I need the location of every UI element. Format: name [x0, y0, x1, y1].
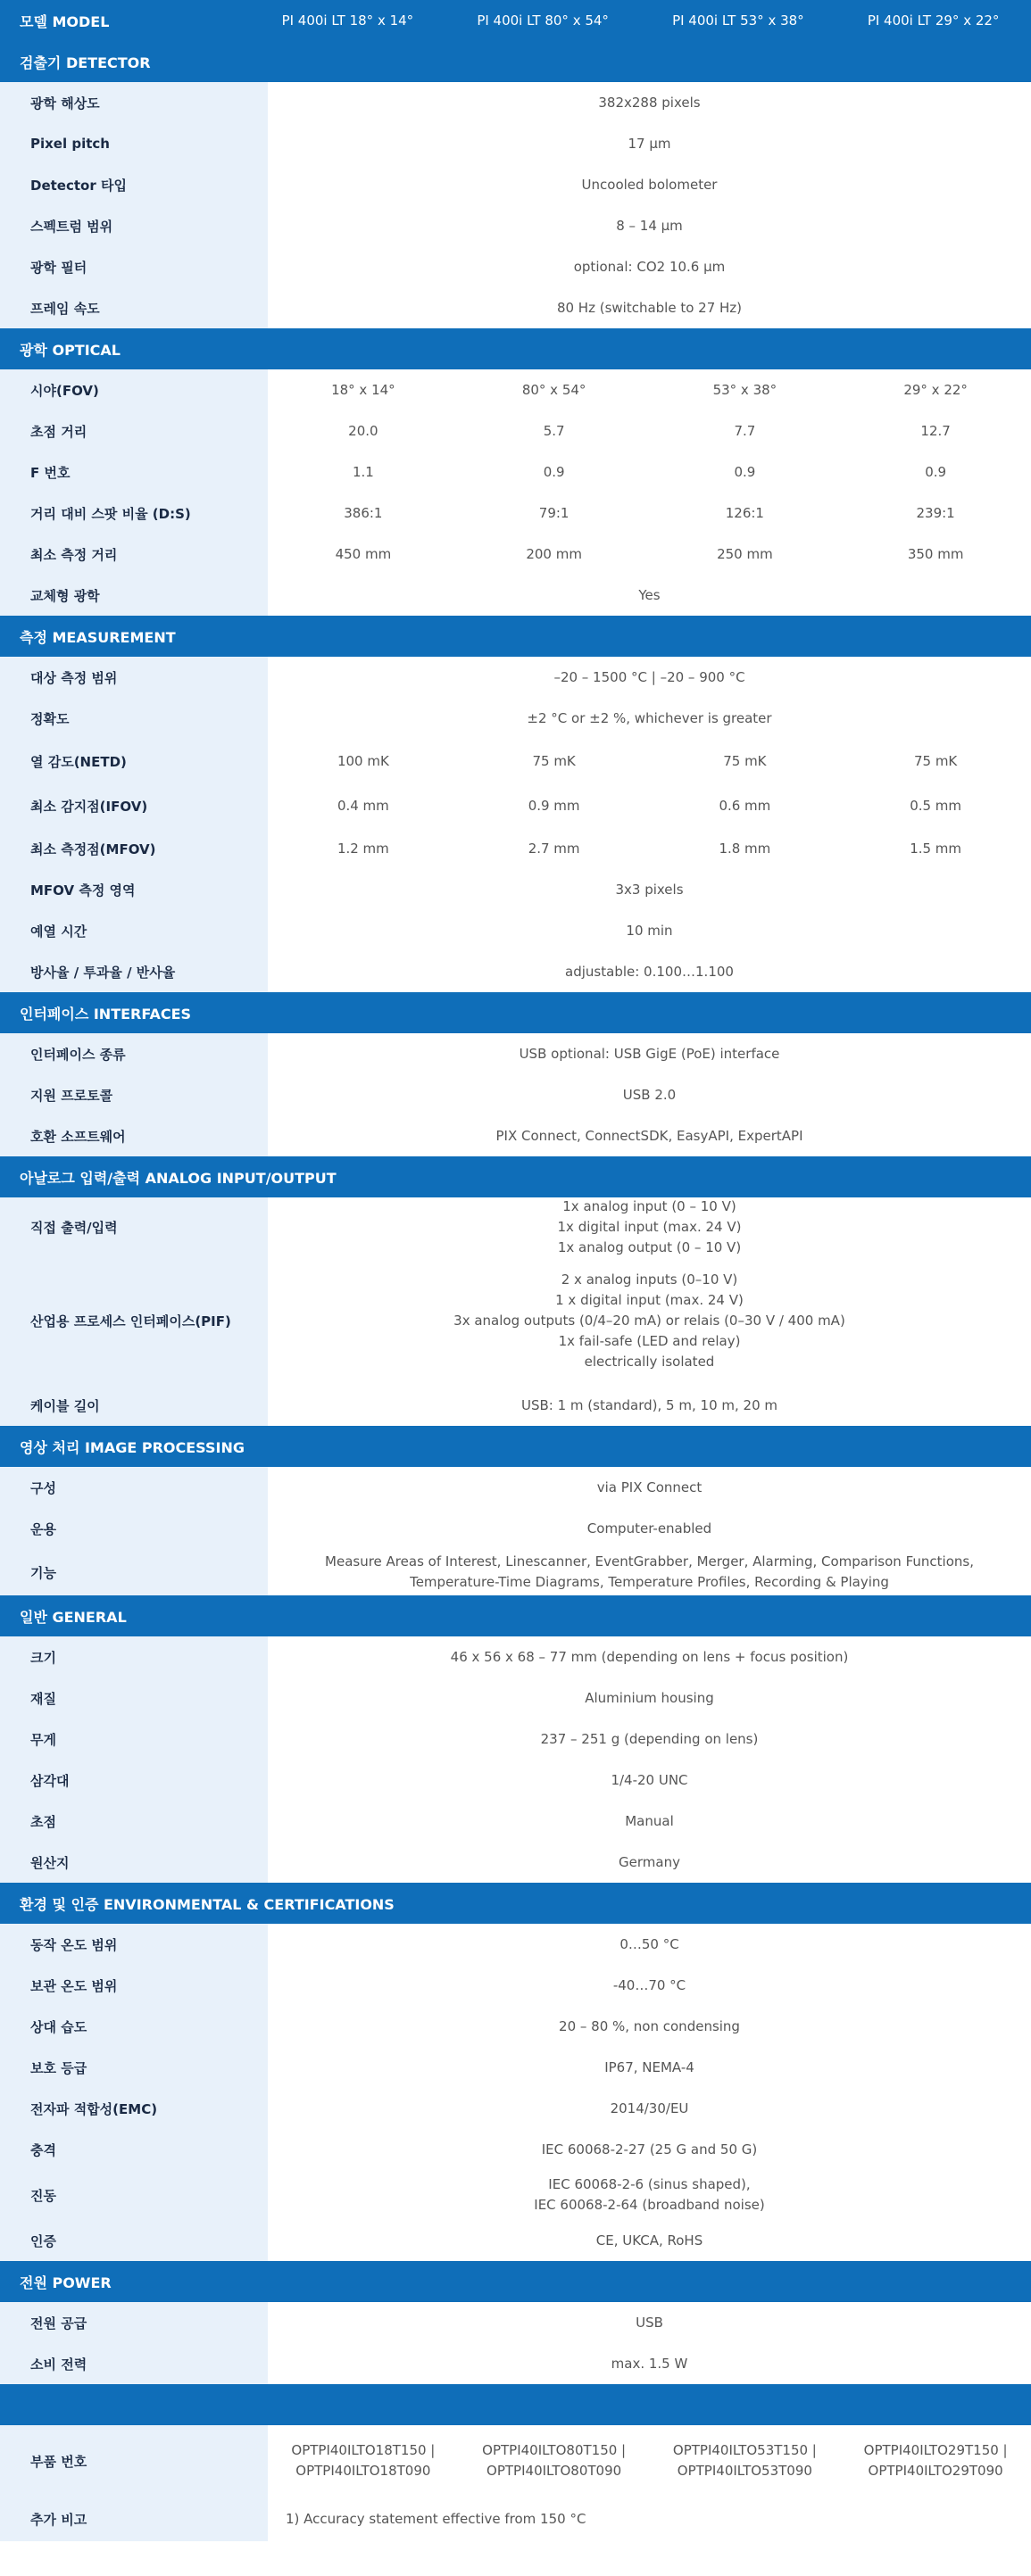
spec-label: 전자파 적합성(EMC) [0, 2088, 268, 2129]
spec-label: 보관 온도 범위 [0, 1965, 268, 2006]
spec-row [0, 783, 1031, 828]
spec-value: USB optional: USB GigE (PoE) interface [519, 1045, 780, 1062]
spec-row [0, 1677, 1031, 1719]
spec-row [0, 493, 1031, 534]
spec-row [0, 1965, 1031, 2006]
spec-row [0, 698, 1031, 739]
spec-label: 방사율 / 투과율 / 반사율 [0, 951, 268, 992]
spec-value-cell [268, 1197, 1031, 1256]
spec-value: 382x288 pixels [598, 94, 701, 111]
spec-row [0, 2425, 1031, 2497]
spec-value: 5.7 [543, 422, 565, 439]
spec-value: 29° x 22° [903, 381, 968, 398]
spec-value-cell [268, 2129, 1031, 2170]
spec-value: IEC 60068-2-6 (sinus shaped), IEC 60068-2-64 (broadband noise) [534, 2176, 765, 2213]
spec-value-cell [268, 828, 1031, 869]
spec-value: OPTPI40ILTO80T150 | OPTPI40ILTO80T090 [482, 2442, 627, 2479]
spec-value: 0…50 °C [619, 1935, 679, 1952]
spec-row [0, 1924, 1031, 1965]
spec-value-cell [268, 1549, 1031, 1595]
spec-value-cell [268, 1636, 1031, 1677]
spec-label: 대상 측정 범위 [0, 657, 268, 698]
spec-value: PIX Connect, ConnectSDK, EasyAPI, ExpertAPI [495, 1127, 803, 1144]
spec-value: 1.2 mm [337, 840, 389, 857]
spec-note: 1) Accuracy statement effective from 150 °C [286, 2510, 586, 2527]
section-header [0, 2384, 1031, 2425]
spec-row [0, 575, 1031, 616]
spec-label: 진동 [0, 2170, 268, 2220]
spec-label: 원산지 [0, 1842, 268, 1883]
spec-row [0, 1385, 1031, 1426]
section-header: 검출기 DETECTOR [0, 41, 1031, 82]
spec-value: 1/4-20 UNC [611, 1771, 688, 1788]
spec-row [0, 246, 1031, 287]
spec-row [0, 1760, 1031, 1801]
spec-value: OPTPI40ILTO18T150 | OPTPI40ILTO18T090 [291, 2442, 436, 2479]
spec-value: Manual [625, 1812, 674, 1829]
spec-row [0, 657, 1031, 698]
spec-value-cell [268, 1719, 1031, 1760]
spec-value: 7.7 [734, 422, 756, 439]
spec-row [0, 1842, 1031, 1883]
spec-value-cell [268, 2343, 1031, 2384]
section-header: 영상 처리 IMAGE PROCESSING [0, 1426, 1031, 1467]
spec-label: 정확도 [0, 698, 268, 739]
spec-row [0, 205, 1031, 246]
spec-value-cell [268, 910, 1031, 951]
spec-value: 8 – 14 µm [616, 217, 683, 234]
spec-value: USB: 1 m (standard), 5 m, 10 m, 20 m [520, 1396, 777, 1413]
spec-row [0, 2170, 1031, 2220]
spec-value-cell [268, 1965, 1031, 2006]
spec-row [0, 1636, 1031, 1677]
spec-label: 최소 감지점(IFOV) [0, 783, 268, 828]
spec-value: Yes [638, 586, 661, 603]
spec-value: Measure Areas of Interest, Linescanner, EventGrabber, Merger, Alarming, Comparison Functions, Temperature-Time Diagrams, Temperature Profiles, Recording & Playing [325, 1553, 974, 1590]
spec-value: 20.0 [348, 422, 378, 439]
spec-label: 시야(FOV) [0, 369, 268, 410]
spec-label: 거리 대비 스팟 비율 (D:S) [0, 493, 268, 534]
spec-label: 크기 [0, 1636, 268, 1677]
spec-row [0, 2343, 1031, 2384]
spec-value-cell [268, 205, 1031, 246]
spec-value-cell [268, 2006, 1031, 2047]
spec-label: 열 감도(NETD) [0, 739, 268, 783]
spec-row [0, 2129, 1031, 2170]
spec-label: 프레임 속도 [0, 287, 268, 328]
spec-value-cell [268, 698, 1031, 739]
spec-row [0, 2047, 1031, 2088]
spec-value: 1.5 mm [910, 840, 962, 857]
spec-value: 10 min [626, 922, 673, 939]
spec-label: 부품 번호 [0, 2425, 268, 2497]
spec-label: 최소 측정 거리 [0, 534, 268, 575]
spec-row [0, 1074, 1031, 1115]
spec-value: max. 1.5 W [611, 2355, 688, 2372]
model-column-header: PI 400i LT 53° x 38° [672, 12, 804, 29]
spec-label: 산업용 프로세스 인터페이스(PIF) [0, 1256, 268, 1385]
spec-value: 1x analog input (0 – 10 V) 1x digital input (max. 24 V) 1x analog output (0 – 10 V) [557, 1197, 742, 1255]
spec-label: 무게 [0, 1719, 268, 1760]
section-header: 전원 POWER [0, 2261, 1031, 2302]
spec-row [0, 410, 1031, 451]
spec-value: 2.7 mm [528, 840, 580, 857]
spec-value: 237 – 251 g (depending on lens) [540, 1730, 759, 1747]
spec-row [0, 1256, 1031, 1385]
spec-row [0, 1467, 1031, 1508]
spec-label: 기능 [0, 1549, 268, 1595]
spec-value-cell [268, 2425, 1031, 2497]
spec-value-cell [268, 164, 1031, 205]
spec-row [0, 1719, 1031, 1760]
spec-value-cell [268, 123, 1031, 164]
spec-row [0, 2220, 1031, 2261]
spec-value-cell [268, 369, 1031, 410]
spec-row [0, 2497, 1031, 2541]
spec-value: 0.9 [543, 463, 565, 480]
spec-label: 지원 프로토콜 [0, 1074, 268, 1115]
spec-value: 100 mK [337, 752, 389, 769]
spec-value-cell [268, 2088, 1031, 2129]
spec-label: 인증 [0, 2220, 268, 2261]
spec-label: 삼각대 [0, 1760, 268, 1801]
spec-value-cell [268, 2047, 1031, 2088]
spec-value-cell [268, 2497, 1031, 2541]
spec-value: Aluminium housing [585, 1689, 714, 1706]
spec-value: 0.6 mm [719, 797, 771, 814]
spec-value: 17 µm [628, 135, 671, 152]
spec-value: 79:1 [538, 504, 570, 521]
spec-value: 350 mm [907, 545, 964, 562]
spec-value-cell [268, 1467, 1031, 1508]
spec-row [0, 82, 1031, 123]
spec-value-cell [268, 1677, 1031, 1719]
spec-value: 1.1 [352, 463, 374, 480]
spec-row [0, 287, 1031, 328]
spec-value: 2 x analog inputs (0–10 V) 1 x digital input (max. 24 V) 3x analog outputs (0/4–20 mA) or relais (0–30 V / 400 mA) 1x fail-safe (LED and relay) electrically isolated [453, 1271, 845, 1370]
spec-row [0, 869, 1031, 910]
spec-value-cell [268, 1074, 1031, 1115]
spec-value: CE, UKCA, RoHS [595, 2232, 703, 2249]
spec-value-cell [268, 1760, 1031, 1801]
spec-label: 재질 [0, 1677, 268, 1719]
section-header: 광학 OPTICAL [0, 328, 1031, 369]
spec-value: IEC 60068-2-27 (25 G and 50 G) [541, 2141, 758, 2158]
spec-value-cell [268, 534, 1031, 575]
spec-label: Pixel pitch [0, 123, 268, 164]
spec-value: via PIX Connect [596, 1479, 703, 1495]
spec-value-cell [268, 1115, 1031, 1156]
spec-value-cell [268, 287, 1031, 328]
spec-row [0, 1508, 1031, 1549]
spec-value: 80 Hz (switchable to 27 Hz) [556, 299, 743, 316]
spec-label: Detector 타입 [0, 164, 268, 205]
spec-label: 운용 [0, 1508, 268, 1549]
spec-label: 인터페이스 종류 [0, 1033, 268, 1074]
section-header: 인터페이스 INTERFACES [0, 992, 1031, 1033]
spec-label: 동작 온도 범위 [0, 1924, 268, 1965]
spec-value: 0.9 [925, 463, 947, 480]
spec-value: OPTPI40ILTO53T150 | OPTPI40ILTO53T090 [672, 2442, 817, 2479]
spec-value-cell [268, 2170, 1031, 2220]
spec-value: 450 mm [335, 545, 392, 562]
spec-value-cell [268, 1924, 1031, 1965]
spec-value: USB [636, 2314, 663, 2331]
model-header-label: 모델 MODEL [20, 12, 110, 30]
spec-row [0, 369, 1031, 410]
section-header: 환경 및 인증 ENVIRONMENTAL & CERTIFICATIONS [0, 1883, 1031, 1924]
spec-value-cell [268, 951, 1031, 992]
spec-value: 239:1 [916, 504, 955, 521]
spec-label: 구성 [0, 1467, 268, 1508]
spec-value: optional: CO2 10.6 µm [573, 258, 726, 275]
spec-label: 초점 거리 [0, 410, 268, 451]
spec-label: 소비 전력 [0, 2343, 268, 2384]
spec-value: 0.9 [734, 463, 756, 480]
spec-value: 2014/30/EU [610, 2100, 689, 2116]
spec-value: 386:1 [344, 504, 383, 521]
spec-row [0, 2006, 1031, 2047]
spec-row [0, 1801, 1031, 1842]
spec-value: 80° x 54° [521, 381, 586, 398]
spec-row [0, 910, 1031, 951]
spec-row [0, 828, 1031, 869]
spec-label: F 번호 [0, 451, 268, 493]
spec-row [0, 123, 1031, 164]
spec-label: 전원 공급 [0, 2302, 268, 2343]
spec-label: 호환 소프트웨어 [0, 1115, 268, 1156]
spec-value-cell [268, 246, 1031, 287]
spec-value: OPTPI40ILTO29T150 | OPTPI40ILTO29T090 [863, 2442, 1008, 2479]
section-header: 일반 GENERAL [0, 1595, 1031, 1636]
spec-value: 250 mm [717, 545, 773, 562]
spec-value-cell [268, 82, 1031, 123]
spec-value: IP67, NEMA-4 [604, 2058, 694, 2075]
spec-value: 1.8 mm [719, 840, 771, 857]
model-column-header: PI 400i LT 29° x 22° [867, 12, 1000, 29]
spec-value: 0.4 mm [337, 797, 389, 814]
spec-value: 0.5 mm [910, 797, 962, 814]
section-header: 측정 MEASUREMENT [0, 616, 1031, 657]
spec-row [0, 1033, 1031, 1074]
spec-value-cell [268, 575, 1031, 616]
spec-label: 충격 [0, 2129, 268, 2170]
spec-value-cell [268, 451, 1031, 493]
spec-row [0, 534, 1031, 575]
section-header: 아날로그 입력/출력 ANALOG INPUT/OUTPUT [0, 1156, 1031, 1197]
spec-value-cell [268, 739, 1031, 783]
spec-value-cell [268, 1842, 1031, 1883]
spec-row [0, 739, 1031, 783]
model-header-row [0, 0, 1031, 41]
spec-value-cell [268, 869, 1031, 910]
spec-label: 광학 해상도 [0, 82, 268, 123]
spec-value: USB 2.0 [622, 1086, 677, 1103]
spec-value: 75 mK [723, 752, 767, 769]
spec-label: 직접 출력/입력 [0, 1197, 268, 1256]
spec-value: Germany [619, 1853, 680, 1870]
spec-value-cell [268, 1256, 1031, 1385]
spec-value: 75 mK [913, 752, 958, 769]
spec-value: 75 mK [532, 752, 576, 769]
spec-label: 광학 필터 [0, 246, 268, 287]
spec-value-cell [268, 1508, 1031, 1549]
spec-value: 46 x 56 x 68 – 77 mm (depending on lens + focus position) [450, 1648, 849, 1665]
spec-value: 18° x 14° [331, 381, 395, 398]
spec-value: 0.9 mm [528, 797, 580, 814]
spec-row [0, 164, 1031, 205]
spec-value: ±2 °C or ±2 %, whichever is greater [527, 709, 772, 726]
spec-value: –20 – 1500 °C | –20 – 900 °C [553, 668, 745, 685]
spec-label: 초점 [0, 1801, 268, 1842]
spec-value: -40…70 °C [612, 1976, 686, 1993]
spec-value: 126:1 [725, 504, 764, 521]
spec-row [0, 1115, 1031, 1156]
spec-value-cell [268, 2302, 1031, 2343]
spec-label: 교체형 광학 [0, 575, 268, 616]
spec-value: adjustable: 0.100…1.100 [565, 963, 734, 980]
spec-label: 최소 측정점(MFOV) [0, 828, 268, 869]
spec-label: 예열 시간 [0, 910, 268, 951]
spec-value-cell [268, 1801, 1031, 1842]
model-column-header: PI 400i LT 80° x 54° [477, 12, 609, 29]
spec-value-cell [268, 783, 1031, 828]
spec-value-cell [268, 657, 1031, 698]
spec-value-cell [268, 493, 1031, 534]
spec-value-cell [268, 2220, 1031, 2261]
model-column-header: PI 400i LT 18° x 14° [281, 12, 414, 29]
spec-label: 보호 등급 [0, 2047, 268, 2088]
spec-value: 3x3 pixels [615, 881, 684, 898]
spec-row [0, 1549, 1031, 1595]
spec-row [0, 2302, 1031, 2343]
spec-label: 추가 비고 [0, 2497, 268, 2541]
spec-value-cell [268, 410, 1031, 451]
spec-value-cell [268, 1033, 1031, 1074]
spec-row [0, 1197, 1031, 1256]
spec-label: MFOV 측정 영역 [0, 869, 268, 910]
spec-value: 53° x 38° [712, 381, 777, 398]
spec-sections [0, 41, 1031, 2541]
spec-value: 20 – 80 %, non condensing [559, 2017, 740, 2034]
spec-value: 200 mm [526, 545, 582, 562]
spec-row [0, 2088, 1031, 2129]
spec-row [0, 451, 1031, 493]
spec-value: 12.7 [920, 422, 951, 439]
spec-value-cell [268, 1385, 1031, 1426]
spec-row [0, 951, 1031, 992]
spec-label: 상대 습도 [0, 2006, 268, 2047]
spec-value: Computer-enabled [586, 1520, 712, 1536]
spec-label: 케이블 길이 [0, 1385, 268, 1426]
spec-value: Uncooled bolometer [581, 176, 718, 193]
spec-label: 스펙트럼 범위 [0, 205, 268, 246]
